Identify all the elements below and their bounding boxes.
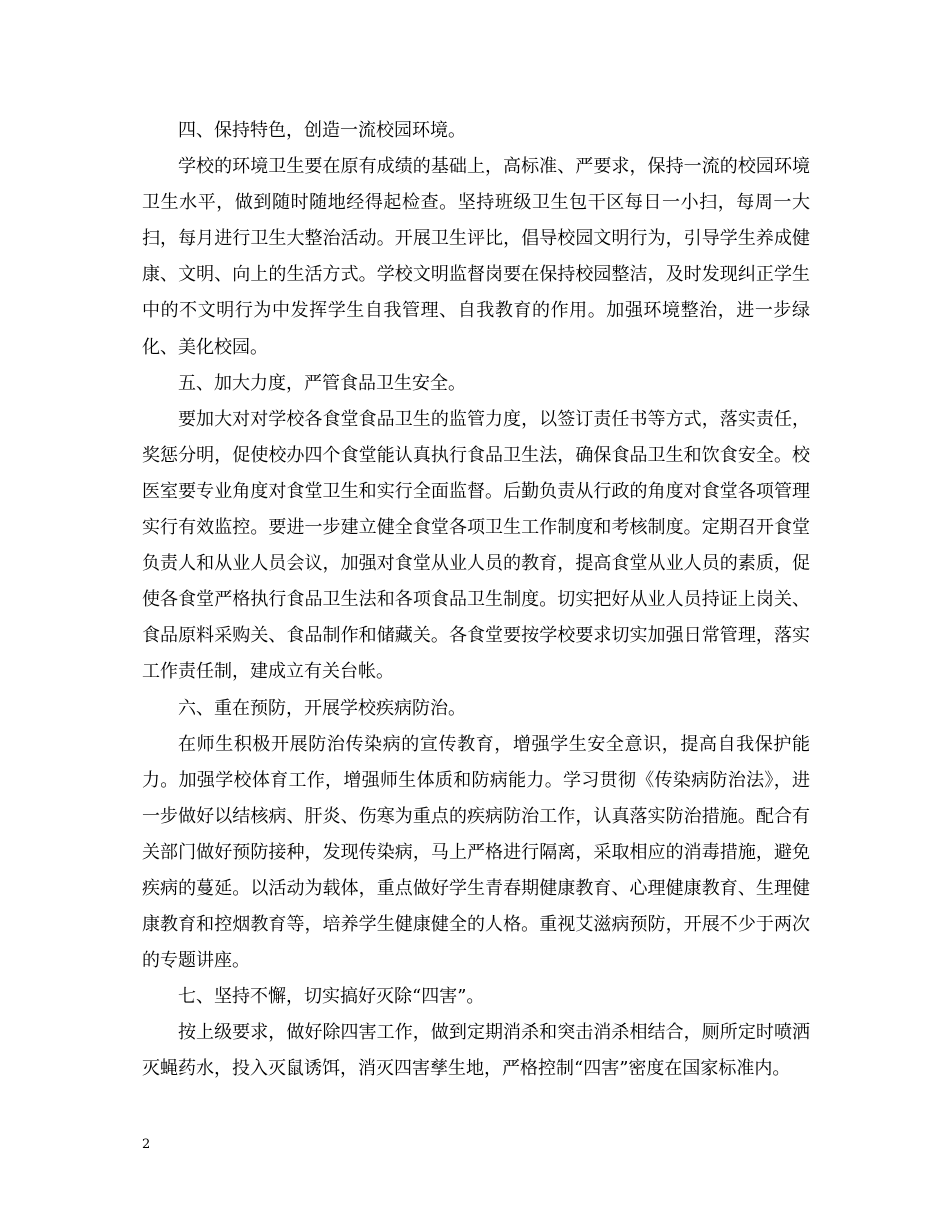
section-heading-4: 四、保持特色，创造一流校园环境。	[178, 120, 466, 141]
page-number: 2	[142, 1137, 151, 1152]
section-heading-6: 六、重在预防，开展学校疾病防治。	[178, 697, 466, 719]
body-paragraph-disease-prevention: 在师生积极开展防治传染病的宣传教育，增强学生安全意识，提高自我保护能力。加强学校体育工作，增强师生体质和防病能力。学习贯彻《传染病防治法》，进一步做好以结核病、肝炎、伤寒为重点的疾病防治工作，认真落实防治措施。配合有关部门做好预防接种，发现传染病，马上严格进行隔离，采取相应的消毒措施，避免疾病的蔓延。以活动为载体，重点做好学生青春期健康教育、心理健康教育、生理健康教育和控烟教育等，培养学生健康健全的人格。重视艾滋病预防，开展不少于两次的专题讲座。	[142, 733, 810, 972]
section-heading-7: 七、坚持不懈，切实搞好灭除“四害”。	[178, 986, 485, 1008]
body-paragraph-environment: 学校的环境卫生要在原有成绩的基础上，高标准、严要求，保持一流的校园环境卫生水平，做到随时随地经得起检查。坚持班级卫生包干区每日一小扫，每周一大扫，每月进行卫生大整治活动。开展卫生评比，倡导校园文明行为，引导学生养成健康、文明、向上的生活方式。学校文明监督岗要在保持校园整洁，及时发现纠正学生中的不文明行为中发挥学生自我管理、自我教育的作用。加强环境整治，进一步绿化、美化校园。	[142, 156, 810, 358]
body-paragraph-pest-control: 按上级要求，做好除四害工作，做到定期消杀和突击消杀相结合，厕所定时喷洒灭蝇药水，投入灭鼠诱饵，消灭四害孳生地，严格控制“四害”密度在国家标准内。	[142, 1022, 810, 1080]
document-body	[142, 113, 810, 1088]
body-paragraph-food-safety: 要加大对对学校各食堂食品卫生的监管力度，以签订责任书等方式，落实责任，奖惩分明，促使校办四个食堂能认真执行食品卫生法，确保食品卫生和饮食安全。校医室要专业角度对食堂卫生和实行全面监督。后勤负责从行政的角度对食堂各项管理实行有效监控。要进一步建立健全食堂各项卫生工作制度和考核制度。定期召开食堂负责人和从业人员会议，加强对食堂从业人员的教育，提高食堂从业人员的素质，促使各食堂严格执行食品卫生法和各项食品卫生制度。切实把好从业人员持证上岗关、食品原料采购关、食品制作和储藏关。各食堂要按学校要求切实加强日常管理，落实工作责任制，建成立有关台帐。	[142, 408, 810, 683]
section-heading-5: 五、加大力度，严管食品卫生安全。	[178, 372, 466, 394]
